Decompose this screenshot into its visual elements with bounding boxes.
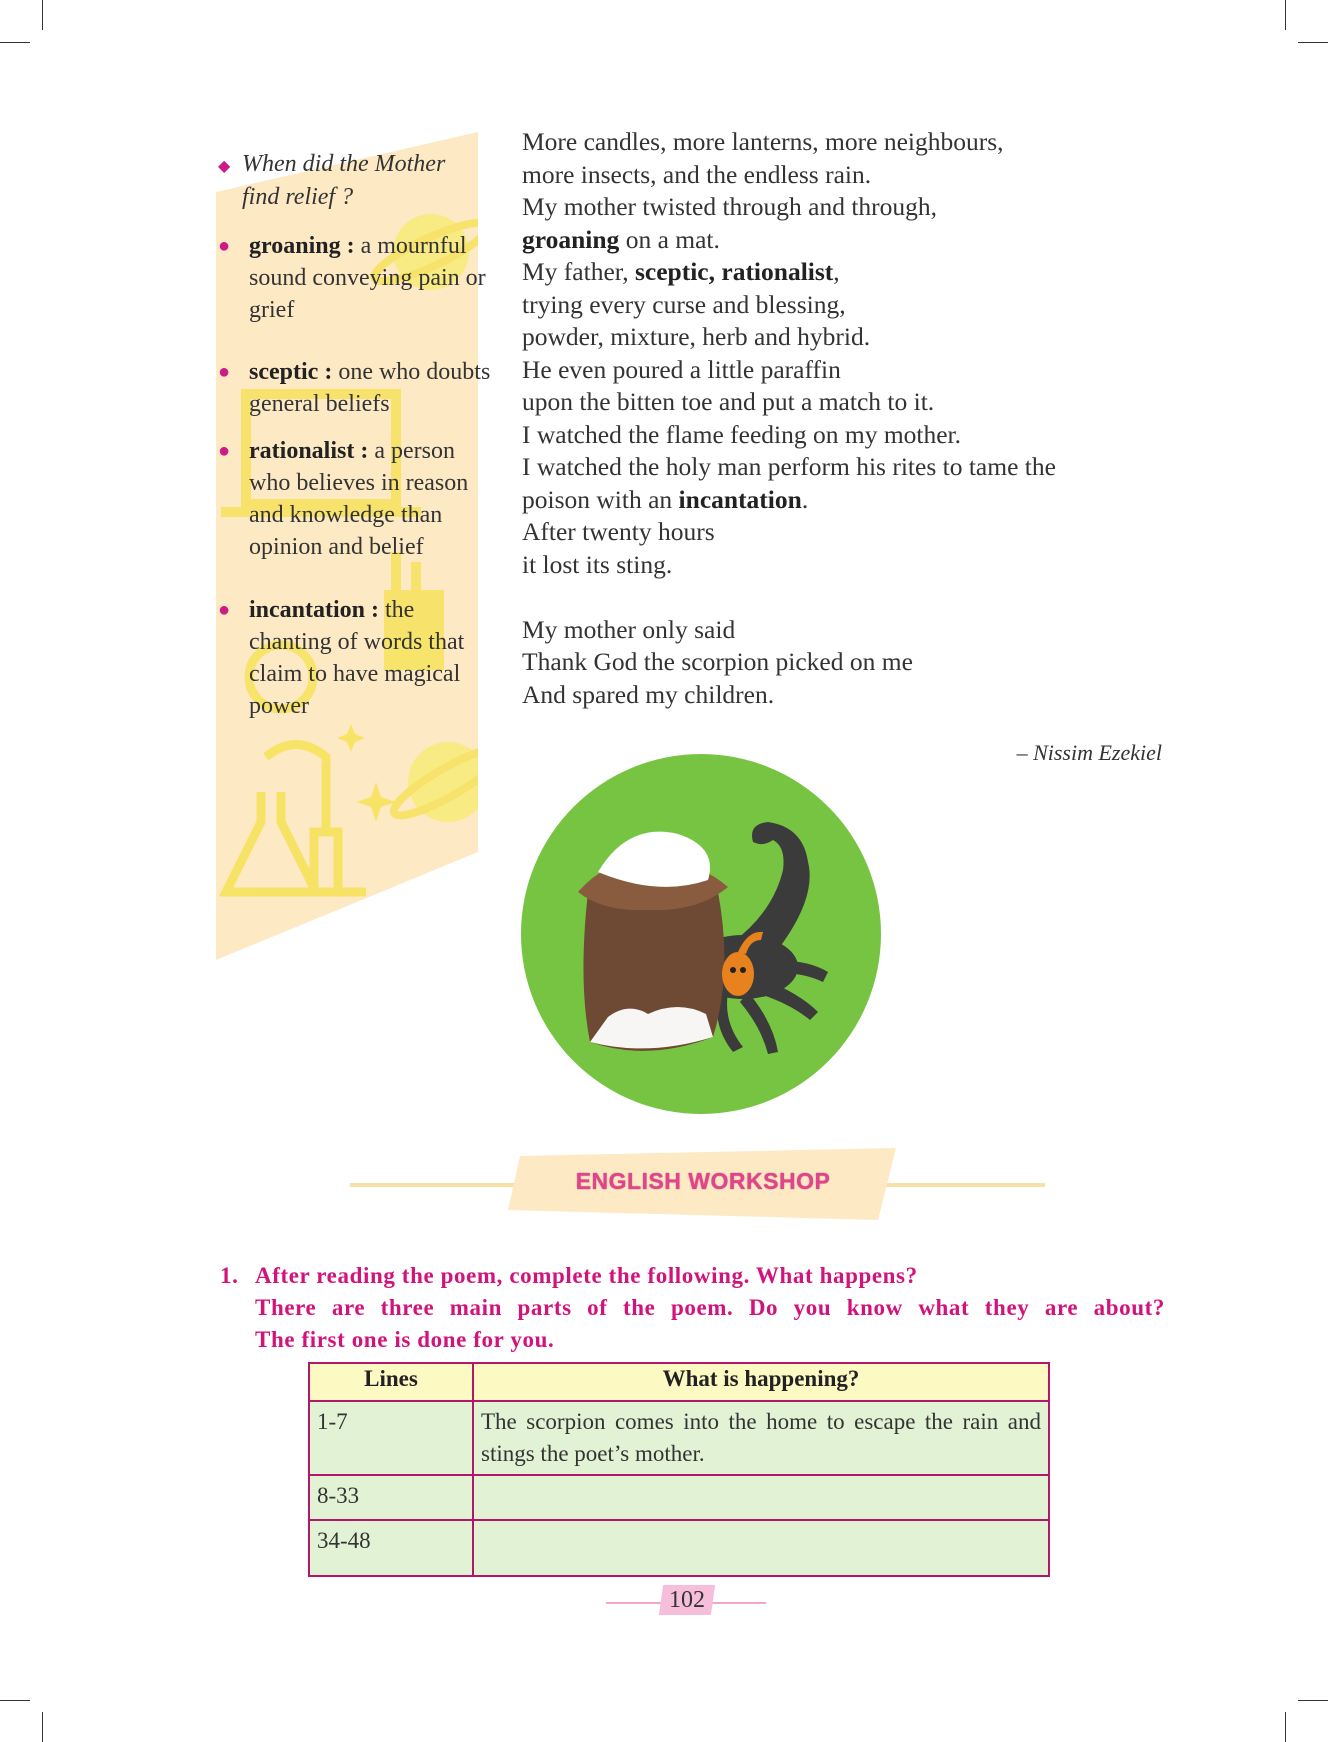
poem-bold-word: incantation [678, 484, 802, 514]
glossary-separator: : [346, 233, 355, 259]
glossary-term: sceptic [249, 359, 319, 385]
glossary-separator: : [371, 597, 380, 623]
crop-mark [42, 0, 43, 30]
poem-line [522, 256, 1162, 289]
glossary-definition: the chanting of words that claim to have magical power [249, 597, 465, 719]
poem-line: And spared my children. [522, 679, 775, 709]
cell-what-blank [473, 1475, 1049, 1520]
poem-line-rest: on a mat. [619, 224, 720, 254]
cell-what-blank [473, 1520, 1049, 1576]
table-row [309, 1520, 1049, 1576]
sidebar-question-text: When did the Mother find relief ? [242, 151, 446, 210]
header-lines: Lines [309, 1363, 473, 1401]
workshop-rule-right [880, 1183, 1045, 1187]
table-row [309, 1401, 1049, 1475]
poem-line: it lost its sting. [522, 549, 673, 579]
crop-mark [0, 1700, 30, 1701]
poem-line [522, 484, 1162, 517]
table-row [309, 1475, 1049, 1520]
crop-mark [42, 1712, 43, 1742]
question-1 [220, 1260, 1165, 1356]
poem-line: More candles, more lanterns, more neighbours, [522, 127, 1004, 156]
glossary-separator: : [324, 359, 333, 385]
cell-lines: 1-7 [309, 1401, 473, 1475]
poem-line-rest: . [801, 484, 809, 514]
question-line: After reading the poem, complete the following. What happens? [255, 1263, 918, 1288]
poem-line-start: poison with an [522, 484, 679, 514]
question-line: There are three main parts of the poem. Do you know what they are about? [255, 1295, 1165, 1320]
poem-bold-word: sceptic, rationalist [634, 257, 834, 286]
scorpion-sack-illustration [518, 752, 884, 1116]
glossary-separator: : [360, 438, 369, 464]
poem-parts-table [308, 1362, 1050, 1577]
question-line: The first one is done for you. [255, 1327, 555, 1352]
glossary-definition: a person who believes in reason and knowledge than opinion and belief [249, 438, 469, 560]
header-what-is-happening: What is happening? [473, 1363, 1049, 1401]
glossary-term: rationalist [249, 438, 355, 464]
poem-author: – Nissim Ezekiel [1016, 740, 1162, 765]
poem-text [522, 126, 1162, 711]
question-number: 1. [220, 1263, 239, 1288]
poem-line: more insects, and the endless rain. [522, 159, 872, 189]
diamond-bullet-icon: ◆ [218, 158, 231, 175]
cell-what: The scorpion comes into the home to escape the rain and stings the poet’s mother. [473, 1401, 1049, 1475]
bullet-icon: ● [218, 440, 231, 462]
poem-line: upon the bitten toe and put a match to it. [522, 387, 935, 416]
crop-mark [1285, 0, 1286, 30]
table-header-row [309, 1363, 1049, 1401]
poem-line: My mother twisted through and through, [522, 192, 938, 221]
cell-lines: 34-48 [309, 1520, 473, 1576]
glossary-item-rationalist [218, 435, 498, 563]
glossary-term: incantation [249, 597, 366, 623]
poem-line: trying every curse and blessing, [522, 289, 846, 319]
bullet-icon: ● [218, 361, 231, 383]
crop-mark [1285, 1712, 1286, 1742]
poem-line: powder, mixture, herb and hybrid. [522, 322, 871, 351]
glossary-definition: one who doubts general beliefs [249, 359, 491, 417]
poem-line: Thank God the scorpion picked on me [522, 647, 913, 676]
poem-line: I watched the holy man perform his rites to tame the [522, 452, 1056, 481]
poem-bold-word: groaning [522, 224, 620, 254]
poem-line-start: My father, [522, 257, 635, 286]
glossary-item-sceptic [218, 356, 498, 420]
poem-line: After twenty hours [522, 517, 715, 546]
poem-line: He even poured a little paraffin [522, 354, 841, 384]
poem-line [522, 224, 1162, 257]
glossary-definition: a mournful sound conveying pain or grief [249, 233, 486, 323]
crop-mark [1298, 1700, 1328, 1701]
glossary-item-incantation [218, 594, 498, 722]
workshop-rule-left [350, 1183, 520, 1187]
crop-mark [1298, 42, 1328, 43]
bullet-icon: ● [218, 235, 231, 257]
sidebar-question [218, 148, 488, 214]
bullet-icon: ● [218, 599, 231, 621]
cell-lines: 8-33 [309, 1475, 473, 1520]
crop-mark [0, 42, 30, 43]
poem-line: I watched the flame feeding on my mother. [522, 419, 962, 449]
poem-line: My mother only said [522, 614, 736, 644]
glossary-term: groaning [249, 233, 341, 259]
page-number-text: 102 [669, 1587, 705, 1613]
glossary-item-groaning [218, 230, 498, 326]
workshop-title: ENGLISH WORKSHOP [575, 1168, 831, 1194]
page-number [659, 1585, 715, 1615]
stanza-break [522, 581, 1162, 614]
poem-line-rest: , [833, 257, 840, 286]
